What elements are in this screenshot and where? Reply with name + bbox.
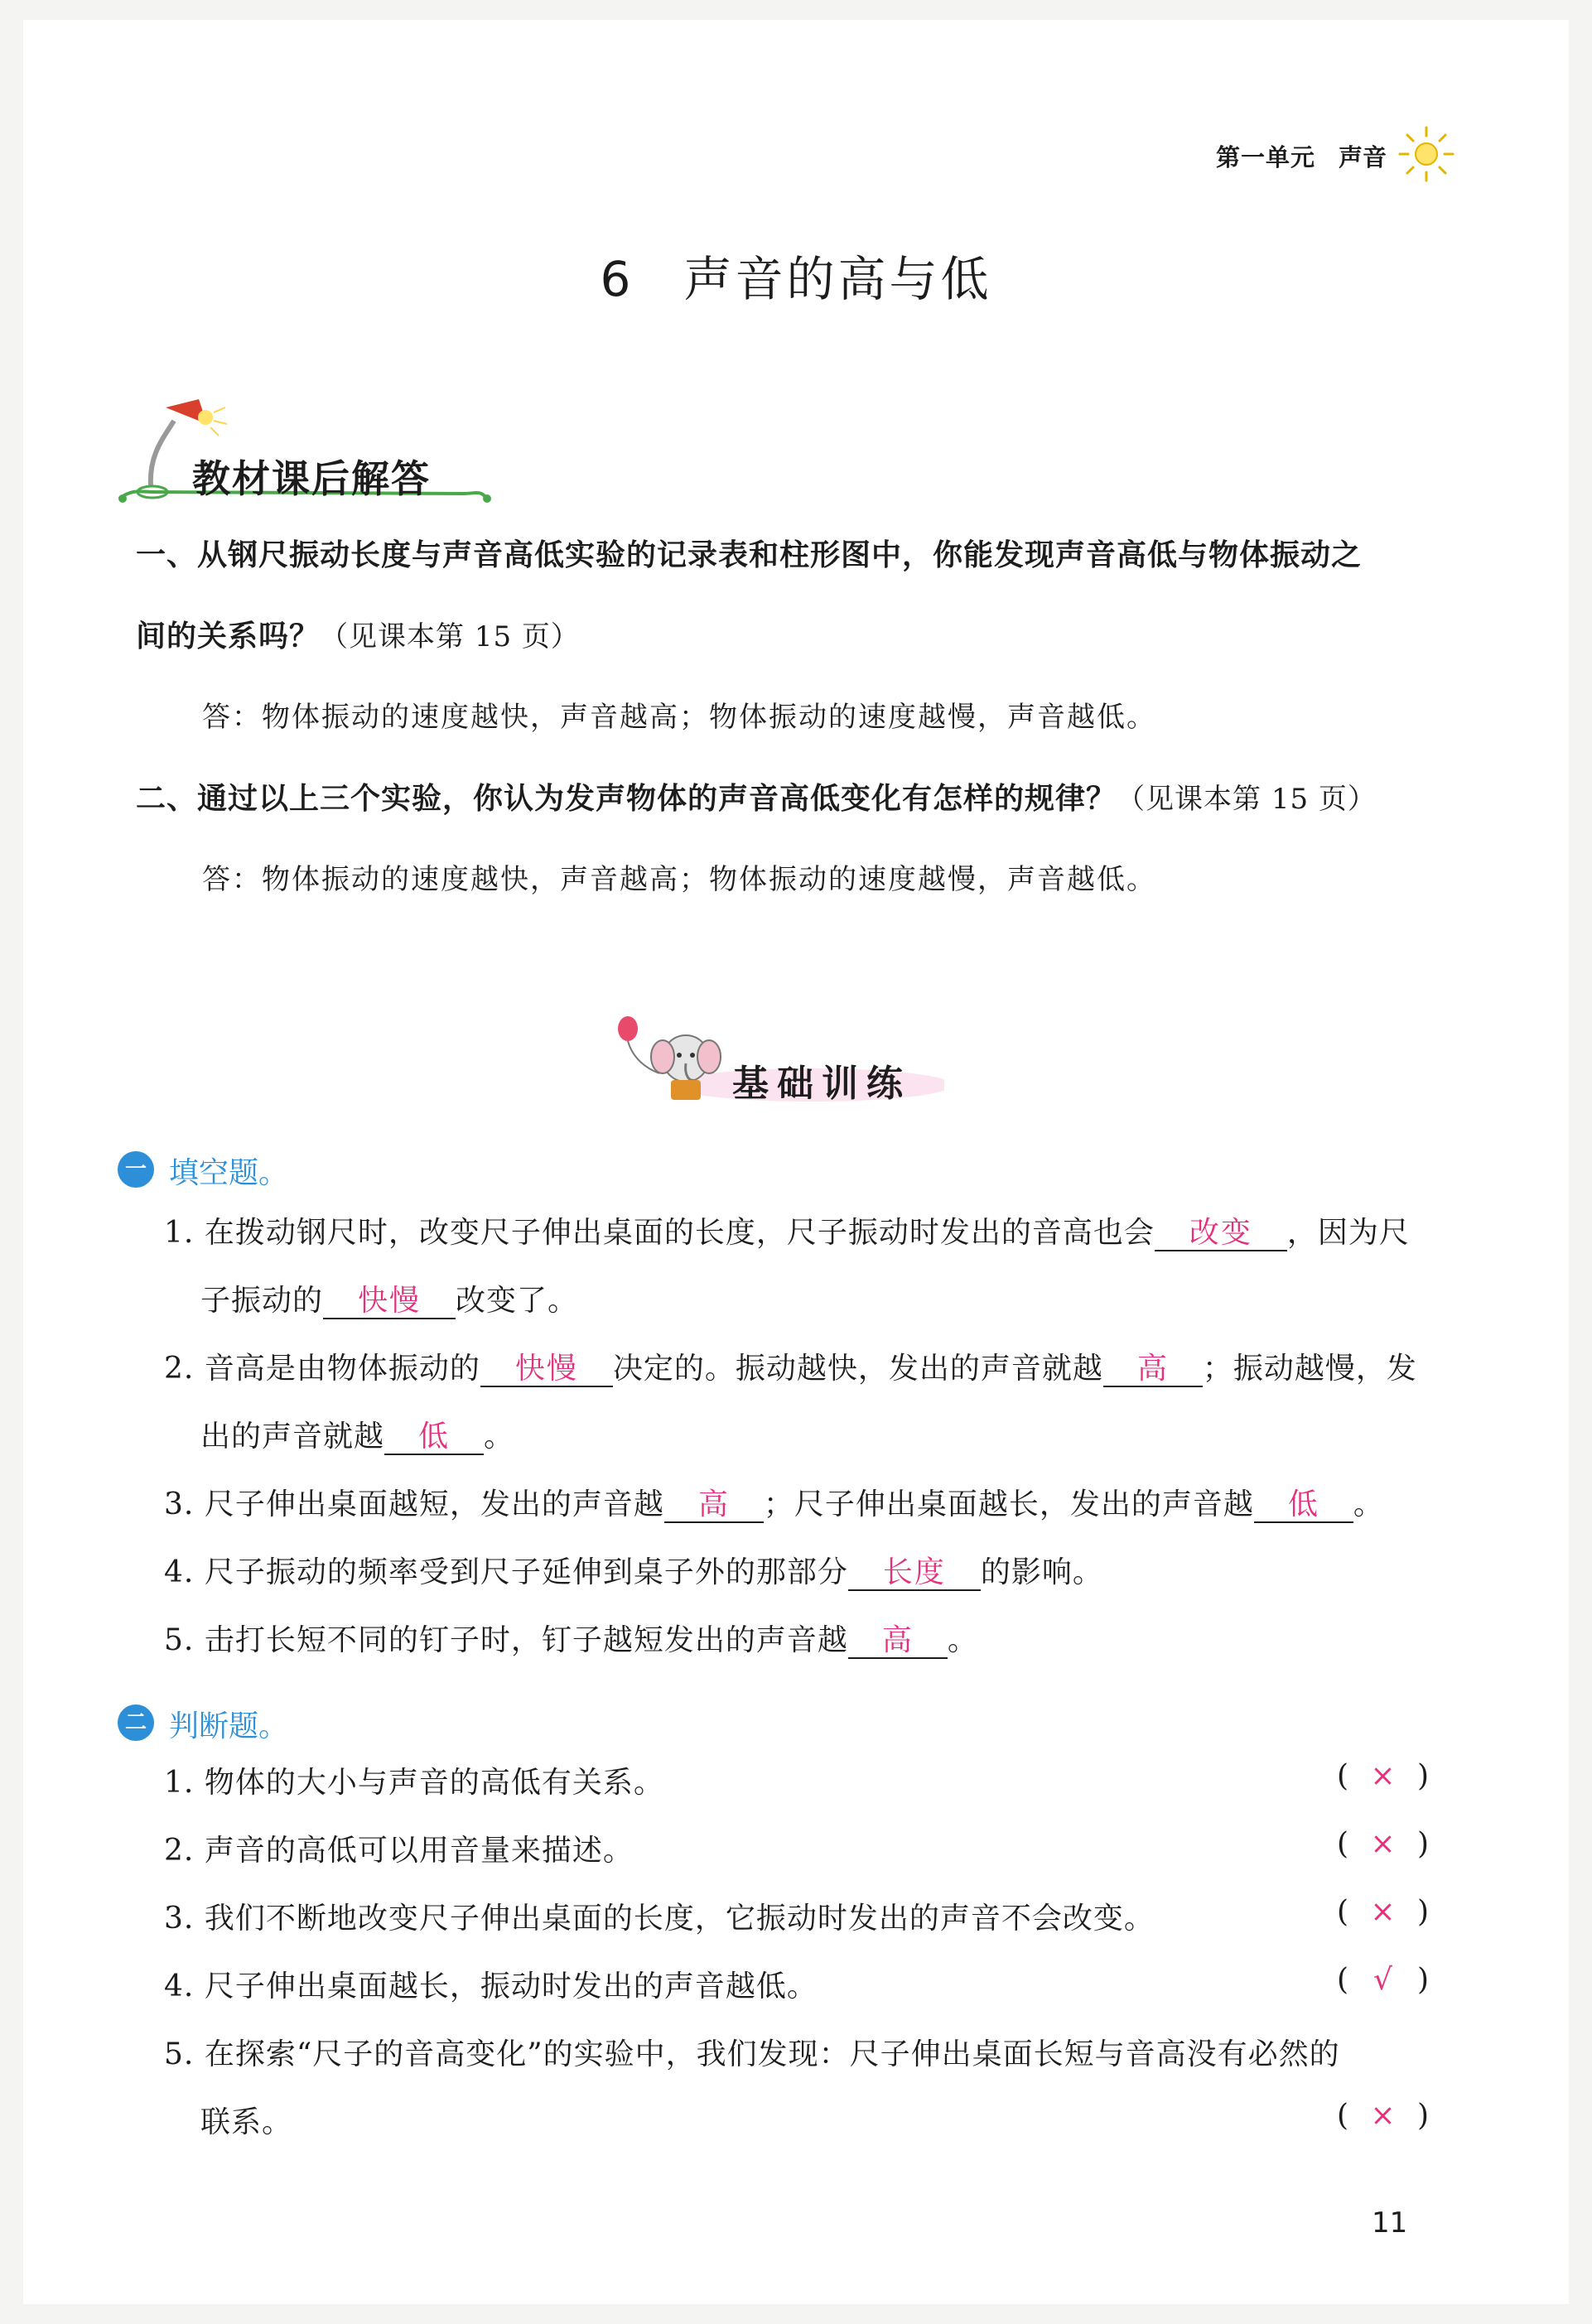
answer-blank: 高 bbox=[664, 1488, 764, 1523]
question-1-text: 间的关系吗？ bbox=[136, 620, 321, 653]
item-text: ；振动越慢，发 bbox=[1202, 1352, 1417, 1386]
answer-1: 答：物体振动的速度越快，声音越高；物体振动的速度越慢，声音越低。 bbox=[202, 701, 1156, 734]
answer-blank: 低 bbox=[1254, 1488, 1353, 1523]
judge-mark-5: ( × ) bbox=[1337, 2099, 1429, 2133]
item-text: 改变了。 bbox=[456, 1284, 579, 1318]
part-2-label: 判断题。 bbox=[169, 1709, 289, 1743]
question-2-text: 二、通过以上三个实验，你认为发声物体的声音高低变化有怎样的规律？ bbox=[136, 782, 1117, 816]
item-text: 尺子伸出桌面越短，发出的声音越 bbox=[204, 1487, 664, 1521]
fill-item-5 bbox=[164, 1617, 978, 1659]
item-number: 2. bbox=[164, 1352, 195, 1386]
part-1-label: 填空题。 bbox=[169, 1156, 289, 1190]
question-1-line2 bbox=[136, 613, 580, 655]
answer-blank: 高 bbox=[848, 1624, 948, 1659]
answer-mark: × bbox=[1370, 1827, 1396, 1861]
judge-mark-2: ( × ) bbox=[1337, 1827, 1429, 1861]
judge-item-1 bbox=[164, 1759, 664, 1801]
section-label-training: 基础训练 bbox=[732, 1063, 911, 1105]
part-1-badge: 一 bbox=[118, 1151, 154, 1188]
judge-item-5-line1 bbox=[164, 2031, 1340, 2073]
fill-item-4 bbox=[164, 1549, 1103, 1591]
item-text: ；尺子伸出桌面越长，发出的声音越 bbox=[763, 1487, 1254, 1521]
answer-2: 答：物体振动的速度越快，声音越高；物体振动的速度越慢，声音越低。 bbox=[202, 863, 1156, 896]
answer-mark: × bbox=[1370, 2099, 1396, 2133]
item-text: 。 bbox=[484, 1420, 515, 1454]
part-2-badge: 二 bbox=[118, 1704, 154, 1741]
header-unit: 第一单元 bbox=[1216, 143, 1316, 171]
item-text: 出的声音就越 bbox=[200, 1420, 385, 1454]
item-number: 4. bbox=[164, 1970, 195, 2003]
fill-item-3 bbox=[164, 1481, 1384, 1523]
answer-blank: 快慢 bbox=[480, 1352, 613, 1387]
answer-mark: × bbox=[1370, 1895, 1396, 1929]
question-1-line1: 一、从钢尺振动长度与声音高低实验的记录表和柱形图中，你能发现声音高低与物体振动之 bbox=[136, 538, 1363, 572]
judge-mark-1: ( × ) bbox=[1337, 1759, 1429, 1793]
item-text: 子振动的 bbox=[200, 1284, 324, 1318]
item-number: 4. bbox=[164, 1555, 195, 1589]
answer-blank: 高 bbox=[1103, 1352, 1203, 1387]
lesson-number: 6 bbox=[600, 251, 634, 307]
item-text: 尺子振动的频率受到尺子延伸到桌子外的那部分 bbox=[204, 1555, 848, 1589]
lesson-title bbox=[0, 240, 1592, 310]
judge-item-3 bbox=[164, 1895, 1155, 1937]
item-number: 3. bbox=[164, 1487, 195, 1521]
answer-blank: 快慢 bbox=[323, 1285, 456, 1319]
item-number: 1. bbox=[164, 1216, 195, 1250]
page-number: 11 bbox=[1372, 2206, 1408, 2240]
item-text: ，因为尺 bbox=[1286, 1216, 1410, 1250]
fill-item-1-line1 bbox=[164, 1209, 1410, 1251]
item-text: 击打长短不同的钉子时，钉子越短发出的声音越 bbox=[204, 1623, 848, 1657]
answer-mark: √ bbox=[1373, 1963, 1392, 1997]
item-text: 在探索“尺子的音高变化”的实验中，我们发现：尺子伸出桌面长短与音高没有必然的 bbox=[204, 2037, 1340, 2071]
item-number: 2. bbox=[164, 1834, 195, 1868]
fill-item-1-line2 bbox=[200, 1277, 578, 1319]
judge-mark-4: ( √ ) bbox=[1337, 1963, 1429, 1997]
fill-item-2-line2 bbox=[200, 1413, 514, 1455]
answer-blank: 改变 bbox=[1155, 1217, 1287, 1251]
judge-mark-3: ( × ) bbox=[1337, 1895, 1429, 1929]
item-number: 5. bbox=[164, 2037, 195, 2071]
item-text: 音高是由物体振动的 bbox=[204, 1352, 480, 1386]
item-text: 在拨动钢尺时，改变尺子伸出桌面的长度，尺子振动时发出的音高也会 bbox=[204, 1216, 1155, 1250]
header-topic: 声音 bbox=[1339, 143, 1387, 171]
judge-item-4 bbox=[164, 1963, 818, 2005]
item-number: 1. bbox=[164, 1766, 195, 1800]
answer-blank: 低 bbox=[384, 1420, 484, 1455]
item-text: 决定的。振动越快，发出的声音就越 bbox=[612, 1352, 1103, 1386]
item-number: 3. bbox=[164, 1902, 195, 1936]
question-1-ref: （见课本第 15 页） bbox=[320, 620, 580, 653]
item-text: 。 bbox=[947, 1623, 978, 1657]
sun-icon bbox=[1397, 124, 1456, 184]
answer-blank: 长度 bbox=[848, 1556, 981, 1591]
fill-item-2-line1 bbox=[164, 1345, 1417, 1387]
judge-item-5-line2: 联系。 bbox=[200, 2105, 293, 2139]
item-text: 物体的大小与声音的高低有关系。 bbox=[204, 1766, 664, 1800]
question-2-ref: （见课本第 15 页） bbox=[1117, 783, 1377, 816]
lesson-title-text: 声音的高与低 bbox=[683, 251, 992, 307]
item-text: 。 bbox=[1353, 1487, 1384, 1521]
section-label-textbook: 教材课后解答 bbox=[192, 456, 431, 501]
question-2 bbox=[136, 775, 1377, 817]
item-number: 5. bbox=[164, 1623, 195, 1657]
item-text: 我们不断地改变尺子伸出桌面的长度，它振动时发出的声音不会改变。 bbox=[204, 1902, 1155, 1936]
judge-item-2 bbox=[164, 1827, 634, 1869]
item-text: 尺子伸出桌面越长，振动时发出的声音越低。 bbox=[204, 1970, 818, 2003]
item-text: 的影响。 bbox=[980, 1555, 1103, 1589]
item-text: 声音的高低可以用音量来描述。 bbox=[204, 1834, 634, 1868]
answer-mark: × bbox=[1370, 1759, 1396, 1793]
